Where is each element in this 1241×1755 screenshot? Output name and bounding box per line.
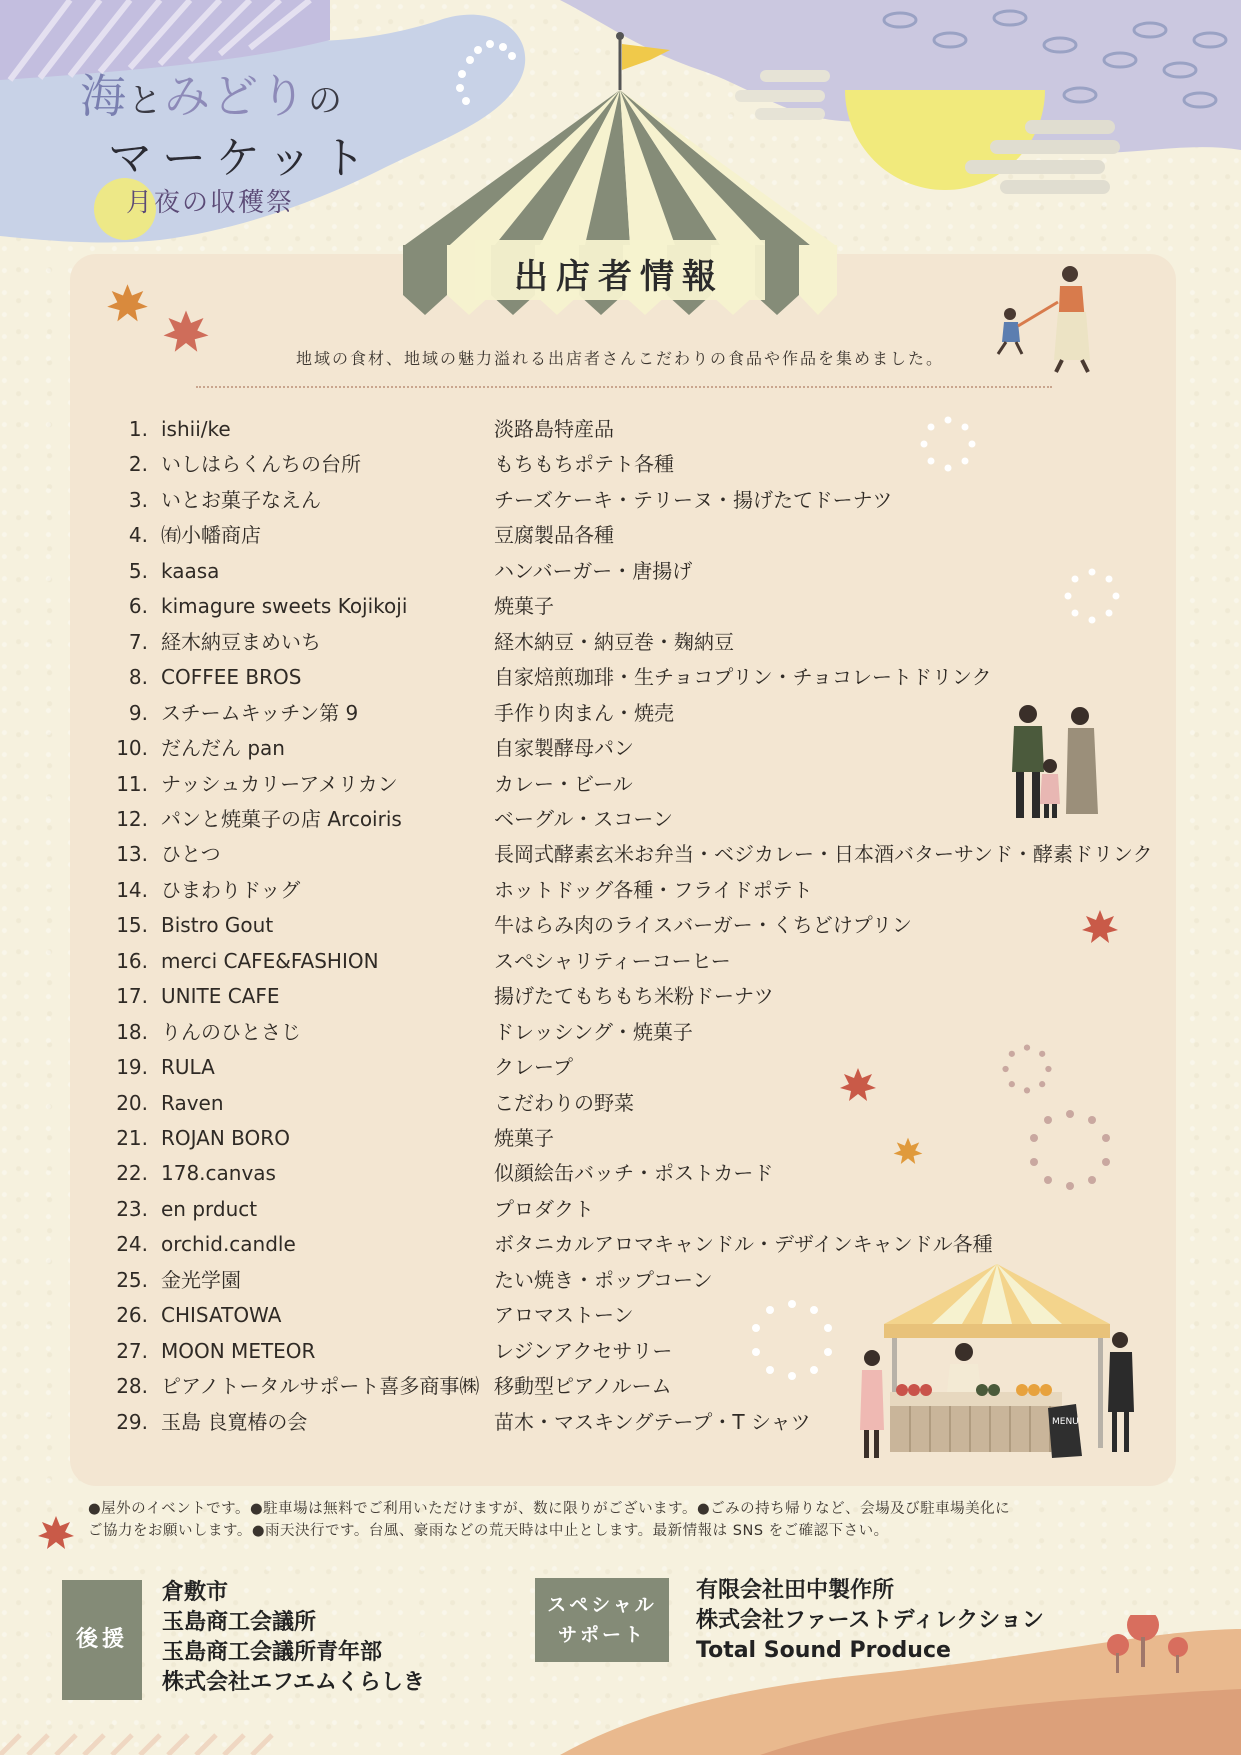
event-notes [88,1498,1168,1542]
vendor-row [110,483,1160,517]
vendor-number: 4. [128,523,148,548]
vendor-number: 1. [128,417,148,441]
intro-text: 地域の食材、地域の魅力溢れる出店者さんこだわりの食品や作品を集めました。 [295,349,944,368]
title-char-to: と [128,81,164,121]
vendor-name: Bistro Gout [161,913,274,938]
vendor-products: ホットドッグ各種・フライドポテト [494,877,813,902]
vendor-name: ピアノトータルサポート喜多商事㈱ [161,1374,480,1399]
vendor-number: 9. [128,700,148,725]
special-support-name: Total Sound Produce [696,1638,951,1663]
title-subtitle: 月夜の収穫祭 [126,188,295,218]
vendor-row [110,1192,1160,1226]
vendor-name: CHISATOWA [161,1303,282,1328]
vendor-products: もちもちポテト各種 [494,452,674,477]
vendor-name: MOON METEOR [161,1338,316,1363]
vendor-number: 7. [128,629,148,654]
vendor-number: 15. [116,913,148,938]
maple-leaf-icon [36,1514,76,1554]
vendor-products: 移動型ピアノルーム [494,1374,672,1399]
note-line-1: ●屋外のイベントです。●駐車場は無料でご利用いただけますが、数に限りがございます。●ごみの持ち帰りなど、会場及び駐車場美化に [88,1501,1011,1517]
vendor-row [110,944,1160,978]
dot-circle-decoration [920,416,976,472]
vendor-row [110,518,1160,552]
support-name: 倉敷市 [162,1580,229,1605]
vendor-products: 豆腐製品各種 [494,523,614,548]
vendor-products: クレープ [494,1055,573,1080]
vendor-name: kimagure sweets Kojikoji [161,594,408,619]
dot-circle-decoration [1030,1110,1110,1190]
vendor-name: Raven [161,1090,224,1115]
vendor-name: いしはらくんちの台所 [161,452,361,477]
vendor-name: RULA [161,1055,215,1080]
vendor-name: りんのひとさじ [161,1019,301,1044]
special-support-label-line-2: サポート [557,1624,646,1646]
vendor-products: 手作り肉まん・焼売 [494,700,674,725]
vendor-products: カレー・ビール [494,771,633,796]
vendor-products: 自家製酵母パン [494,736,634,761]
vendor-products: 牛はらみ肉のライスバーガー・くちどけプリン [494,913,912,938]
vendor-number: 26. [116,1303,148,1328]
vendor-number: 13. [116,842,148,867]
maple-leaf-icon [105,282,150,327]
vendor-number: 17. [116,984,148,1009]
vendor-name: だんだん pan [161,736,285,761]
vendor-row [110,908,1160,942]
vendor-number: 11. [116,771,148,796]
vendor-products: たい焼き・ポップコーン [494,1267,713,1292]
vendor-number: 28. [116,1374,148,1399]
vendor-row [110,873,1160,907]
vendor-number: 5. [128,558,148,583]
vendor-number: 12. [116,806,148,831]
vendor-name: スチームキッチン第 9 [161,700,359,725]
market-stall-icon [852,1262,1142,1464]
title-char-midori: みどり [164,69,308,123]
vendor-number: 23. [116,1196,148,1221]
vendor-products: スペシャリティーコーヒー [494,948,731,973]
tent-roof [405,90,835,245]
vendor-number: 22. [116,1161,148,1186]
title-char-umi: 海 [80,69,128,123]
vendor-products: チーズケーキ・テリーヌ・揚げたてドーナツ [494,487,893,512]
vendor-name: ROJAN BORO [161,1126,290,1150]
vendor-name: 経木納豆まめいち [161,629,321,654]
dot-circle-decoration [1002,1044,1052,1094]
vendor-name: ひとつ [161,842,221,867]
vendor-products: ボタニカルアロマキャンドル・デザインキャンドル各種 [494,1232,993,1257]
maple-leaf-icon [1080,908,1120,948]
dotted-divider [196,386,1052,388]
vendor-products: 焼菓子 [494,1126,554,1150]
vendor-row [110,979,1160,1013]
vendor-name: いとお菓子なえん [161,487,321,512]
event-title [80,60,400,230]
vendor-number: 18. [116,1019,148,1044]
vendor-products: 長岡式酵素玄米お弁当・ベジカレー・日本酒バターサンド・酵素ドリンク [494,842,1153,867]
parent-child-walking-icon [990,262,1100,374]
vendor-name: kaasa [161,558,220,583]
vendor-products: プロダクト [494,1196,594,1221]
vendor-name: orchid.candle [161,1232,296,1257]
section-heading: 出店者情報 [514,257,724,297]
vendor-number: 29. [116,1409,148,1434]
vendor-name: COFFEE BROS [161,665,302,690]
vendor-number: 8. [128,665,148,690]
dot-circle-decoration [752,1300,832,1380]
vendor-number: 19. [116,1055,148,1080]
dot-circle-decoration [1064,568,1120,624]
vendor-row [110,660,1160,694]
title-char-no: の [308,81,344,121]
vendor-row [110,554,1160,588]
menu-sign-text: MENU [1052,1417,1079,1427]
vendor-name: 金光学園 [161,1267,241,1292]
special-support-name: 株式会社ファーストディレクション [696,1608,1044,1633]
maple-leaf-icon [838,1066,878,1106]
vendor-products: ドレッシング・焼菓子 [494,1019,693,1044]
vendor-number: 25. [116,1267,148,1292]
vendor-products: 経木納豆・納豆巻・麹納豆 [494,629,734,654]
vendor-number: 16. [116,948,148,973]
support-name: 玉島商工会議所 [162,1610,317,1635]
vendor-number: 10. [116,736,148,761]
vendor-number: 6. [128,594,148,619]
vendor-number: 2. [128,452,148,477]
vendor-row [110,1121,1160,1155]
vendor-row [110,625,1160,659]
vendor-number: 27. [116,1338,148,1363]
vendor-products: 焼菓子 [494,594,554,619]
vendor-row [110,447,1160,481]
vendor-name: en prduct [161,1196,258,1221]
special-support-label-line-1: スペシャル [547,1594,657,1616]
maple-leaf-icon [892,1136,924,1168]
vendor-number: 20. [116,1090,148,1115]
vendor-products: 苗木・マスキングテープ・T シャツ [494,1409,811,1434]
vendor-products: 淡路島特産品 [494,417,614,441]
vendor-name: 玉島 良寛椿の会 [161,1409,308,1434]
vendor-row [110,412,1160,446]
vendor-name: UNITE CAFE [161,984,280,1009]
vendor-name: ひまわりドッグ [161,877,301,902]
support-name: 株式会社エフエムくらしき [162,1670,425,1695]
vendor-number: 3. [128,487,148,512]
vendor-products: ハンバーガー・唐揚げ [494,558,693,583]
vendor-number: 24. [116,1232,148,1257]
vendor-products: レジンアクセサリー [494,1338,673,1363]
maple-leaf-icon [158,308,214,358]
support-label-text: 後援 [75,1627,128,1652]
vendor-products: こだわりの野菜 [494,1090,634,1115]
special-support-name: 有限会社田中製作所 [696,1578,895,1603]
note-line-2: ご協力をお願いします。●雨天決行です。台風、豪雨などの荒天時は中止とします。最新情報は SNS をご確認下さい。 [88,1523,889,1539]
vendor-name: ishii/ke [161,417,231,441]
vendor-name: ㈲小幡商店 [161,523,261,548]
vendor-row [110,837,1160,871]
vendor-name: 178.canvas [161,1161,276,1186]
vendor-name: パンと焼菓子の店 Arcoiris [161,806,402,831]
vendor-row [110,1156,1160,1190]
vendor-row [110,589,1160,623]
vendor-products: 揚げたてもちもち米粉ドーナツ [494,984,774,1009]
vendor-row [110,1227,1160,1261]
vendor-name: merci CAFE&FASHION [161,948,379,973]
title-line-2: マーケット [108,133,376,184]
vendor-products: アロマストーン [494,1303,634,1328]
vendor-number: 14. [116,877,148,902]
vendor-products: 自家焙煎珈琲・生チョコプリン・チョコレートドリンク [494,665,992,690]
bottom-hills-decoration [0,1615,1241,1755]
vendor-products: ベーグル・スコーン [494,806,673,831]
support-name: 玉島商工会議所青年部 [162,1640,383,1665]
vendor-name: ナッシュカリーアメリカン [161,771,398,796]
title-line-1 [80,60,344,126]
vendor-number: 21. [116,1126,148,1150]
vendor-products: 似顔絵缶バッチ・ポストカード [494,1161,774,1186]
family-icon [1002,702,1112,822]
